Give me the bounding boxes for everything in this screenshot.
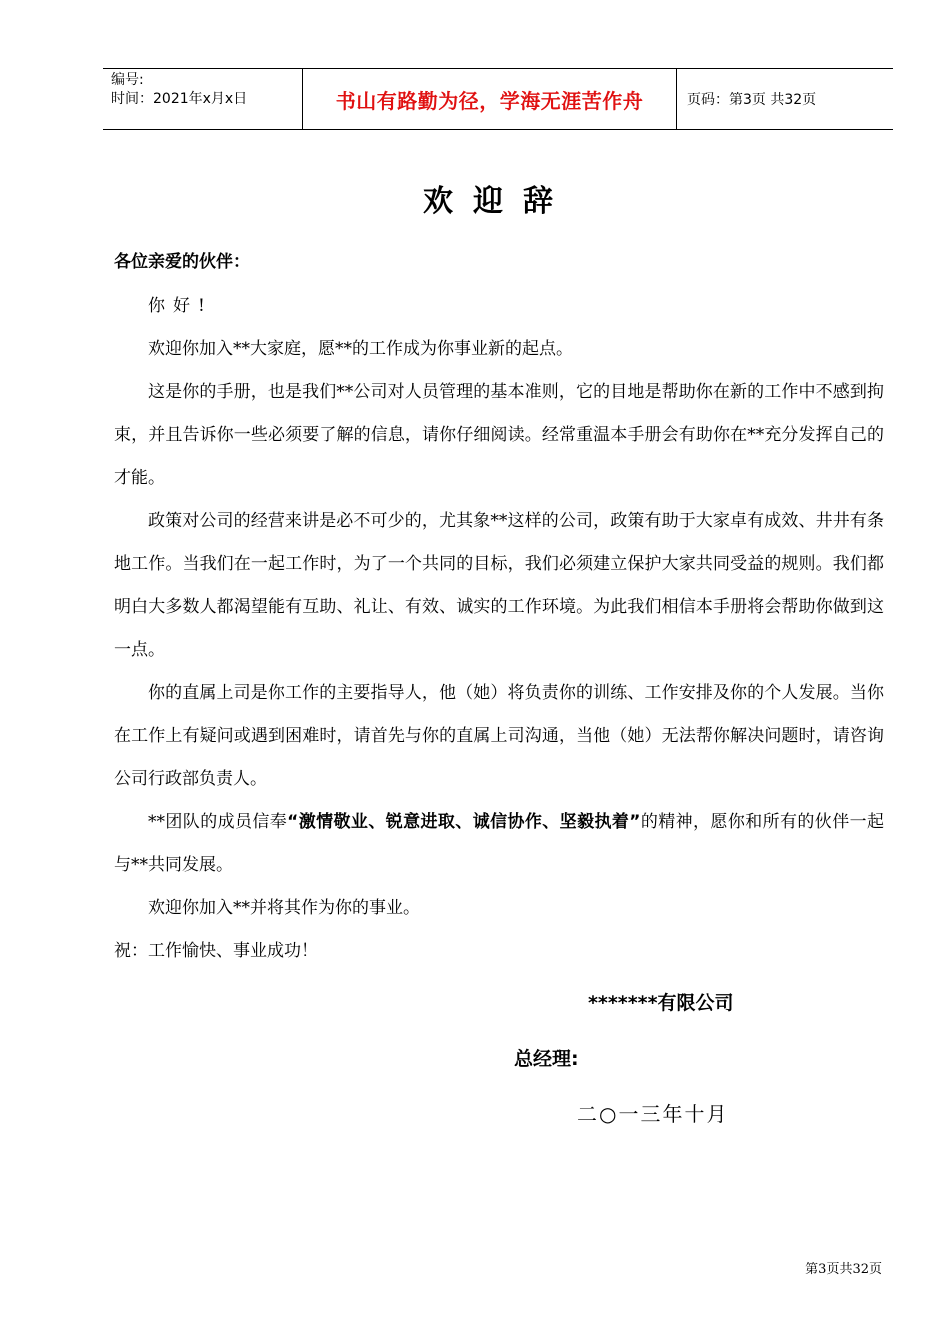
page-footer: 第3页共32页	[805, 1262, 882, 1277]
paragraph-4: 你的直属上司是你工作的主要指导人，他（她）将负责你的训练、工作安排及你的个人发展。当你在工作上有疑问或遇到困难时，请首先与你的直属上司沟通，当他（她）无法帮你解决问题时，请咨询公司行政部负责人。	[114, 683, 884, 789]
header-motto: 书山有路勤为径，学海无涯苦作舟	[303, 69, 677, 129]
paragraph-6: 欢迎你加入**并将其作为你的事业。	[148, 898, 420, 918]
signature-manager: 总经理:	[514, 1048, 579, 1070]
header-page: 页码：第3页 共32页	[687, 92, 817, 108]
paragraph-5	[114, 801, 884, 887]
header-time: 时间：2021年x月x日	[111, 91, 248, 107]
signature-date: 二○一三年十月	[577, 1102, 729, 1126]
letter-body	[114, 285, 884, 973]
page-header	[103, 68, 893, 130]
document-title: 欢迎辞	[423, 184, 573, 219]
signature-company: *******有限公司	[588, 992, 734, 1014]
paragraph-5-prefix: **团队的成员信奉	[148, 812, 288, 832]
closing-wish: 祝：工作愉快、事业成功！	[114, 941, 318, 961]
salutation: 各位亲爱的伙伴：	[114, 252, 250, 272]
greeting-paragraph: 你好!	[148, 296, 213, 316]
paragraph-5-suffix: 的精神，愿你和所有的伙伴一起与**共同发展。	[114, 812, 884, 875]
header-meta	[103, 69, 303, 129]
header-number: 编号:	[111, 72, 144, 88]
paragraph-2: 这是你的手册，也是我们**公司对人员管理的基本准则，它的目地是帮助你在新的工作中不感到拘束，并且告诉你一些必须要了解的信息，请你仔细阅读。经常重温本手册会有助你在**充分发挥自己的才能。	[114, 382, 884, 488]
paragraph-5-motto: “激情敬业、锐意进取、诚信协作、坚毅执着”	[287, 812, 641, 832]
paragraph-1: 欢迎你加入**大家庭，愿**的工作成为你事业新的起点。	[148, 339, 573, 359]
paragraph-3: 政策对公司的经营来讲是必不可少的，尤其象**这样的公司，政策有助于大家卓有成效、井井有条地工作。当我们在一起工作时，为了一个共同的目标，我们必须建立保护大家共同受益的规则。我们都明白大多数人都渴望能有互助、礼让、有效、诚实的工作环境。为此我们相信本手册将会帮助你做到这一点。	[114, 511, 884, 660]
